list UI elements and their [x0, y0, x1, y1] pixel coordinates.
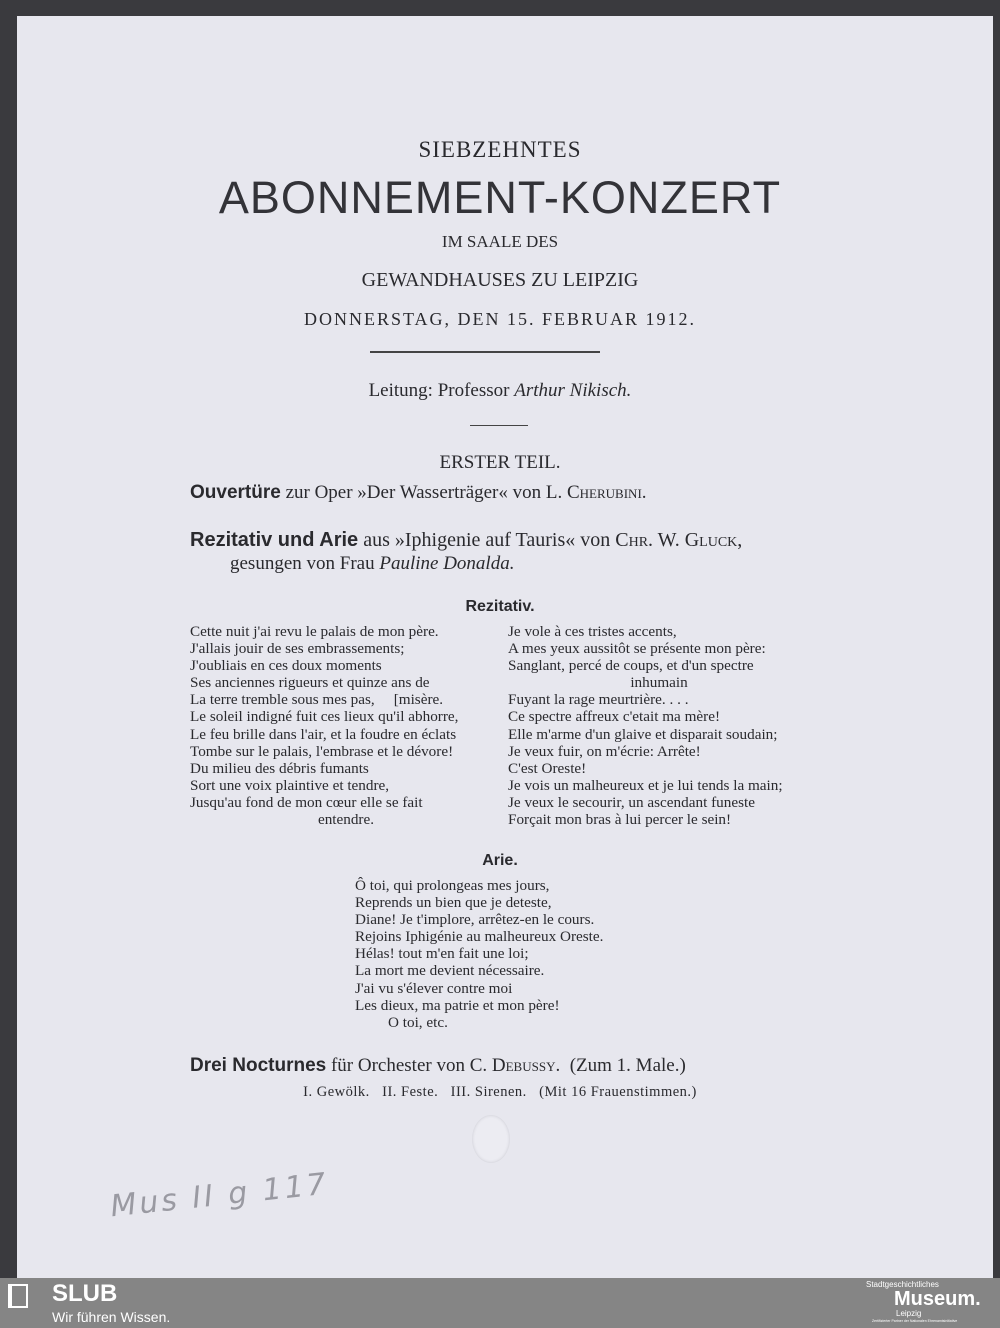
singer-line: [230, 553, 514, 575]
slub-tagline: Wir führen Wissen.: [52, 1309, 171, 1325]
composer: Debussy.: [491, 1055, 561, 1076]
verse-line: Jusqu'au fond de mon cœur elle se fait: [190, 793, 423, 811]
concert-title: ABONNEMENT-KONZERT: [218, 172, 782, 223]
part-heading: ERSTER TEIL.: [439, 452, 561, 473]
verse-line: Le soleil indigné fuit ces lieux qu'il abhorre,: [190, 708, 459, 726]
verse-line: Je vole à ces tristes accents,: [508, 623, 677, 640]
verse-line: C'est Oreste!: [508, 759, 587, 777]
program-item-aria: [190, 529, 742, 552]
short-divider: [470, 425, 528, 426]
program-item-nocturnes: [190, 1055, 686, 1077]
arie-heading: Arie.: [482, 852, 518, 869]
divider: [370, 351, 600, 353]
museum-city: Leipzig: [896, 1309, 922, 1318]
venue-line-2: GEWANDHAUSES ZU LEIPZIG: [361, 269, 639, 291]
verse-line: A mes yeux aussitôt se présente mon père:: [508, 640, 766, 658]
concert-date: DONNERSTAG, DEN 15. FEBRUAR 1912.: [303, 309, 697, 329]
slub-book-icon: [8, 1284, 28, 1308]
verse-line: La terre tremble sous mes pas, [misère.: [190, 691, 444, 709]
verse-line: Rejoins Iphigénie au malheureux Oreste.: [355, 928, 604, 946]
verse-line: Ô toi, qui prolongeas mes jours,: [355, 877, 550, 894]
museum-note: Zertifizierter Partner der Nationalen Ehrenamtsinitiative: [872, 1319, 958, 1323]
rezitativ-left-column: [190, 623, 502, 828]
composer: Cherubini.: [567, 482, 647, 503]
singer-label: gesungen von Frau: [230, 553, 375, 574]
verse-line: Sanglant, percé de coups, et d'un spectre: [508, 657, 754, 675]
arie-lines: [355, 877, 603, 1031]
concert-ordinal: SIEBZEHNTES: [418, 137, 582, 162]
rezitativ-right-column: [508, 623, 810, 828]
verse-line: Du milieu des débris fumants: [190, 759, 369, 777]
verse-line: Je veux fuir, on m'écrie: Arrête!: [508, 742, 701, 760]
verse-line: Cette nuit j'ai revu le palais de mon père.: [190, 623, 439, 640]
museum-top: Stadtgeschichtliches: [866, 1280, 939, 1289]
item-title: Ouvertüre: [190, 482, 281, 503]
singer-name: Pauline Donalda.: [379, 553, 515, 574]
rezitativ-heading: Rezitativ.: [465, 598, 535, 615]
verse-line: Le feu brille dans l'air, et la foudre en éclats: [190, 725, 457, 743]
verse-line: Je vois un malheureux et je lui tends la main;: [508, 776, 783, 794]
verse-line: Forçait mon bras à lui percer le sein!: [508, 811, 732, 829]
verse-line: J'oubliais en ces doux moments: [190, 657, 382, 675]
verse-line: Je veux le secourir, un ascendant funeste: [508, 793, 755, 811]
conductor-name: Arthur Nikisch.: [514, 380, 632, 401]
verse-line: J'allais jouir de ses embrassements;: [190, 640, 405, 658]
verse-line: Ce spectre affreux c'etait ma mère!: [508, 708, 721, 726]
slub-logo[interactable]: SLUB: [52, 1280, 118, 1307]
handwritten-shelfmark: Mus II g 117: [108, 1166, 331, 1225]
verse-line: O toi, etc.: [388, 1013, 448, 1031]
verse-line: Diane! Je t'implore, arrêtez-en le cours.: [355, 911, 595, 929]
verse-line: Ses anciennes rigueurs et quinze ans de: [190, 674, 430, 692]
verse-line: Les dieux, ma patrie et mon père!: [355, 996, 560, 1014]
program-item-overture: [190, 482, 647, 504]
footer-bar: [0, 1278, 1000, 1328]
verse-line: entendre.: [317, 811, 375, 829]
conductor-label: Leitung: Professor: [368, 380, 510, 401]
verse-line: La mort me devient nécessaire.: [355, 962, 545, 980]
verse-line: Reprends un bien que je deteste,: [355, 894, 552, 912]
nocturnes-movements: I. Gewölk. II. Feste. III. Sirenen. (Mit 16 Frauenstimmen.): [303, 1084, 697, 1100]
item-text: zur Oper »Der Wasserträger« von L.: [280, 482, 567, 503]
embossed-stamp: [472, 1115, 510, 1163]
verse-line: Hélas! tout m'en fait une loi;: [355, 945, 529, 963]
verse-line: Tombe sur le palais, l'embrase et le dévore!: [190, 742, 454, 760]
verse-line: J'ai vu s'élever contre moi: [355, 979, 513, 997]
museum-logo[interactable]: Museum.: [894, 1288, 981, 1310]
verse-line: Sort une voix plaintive et tendre,: [190, 776, 390, 794]
item-text: aus »Iphigenie auf Tauris« von: [358, 529, 616, 551]
verse-line: inhumain: [630, 674, 688, 692]
verse-line: Elle m'arme d'un glaive et disparait soudain;: [508, 725, 778, 743]
venue-line-1: IM SAALE DES: [441, 232, 559, 251]
item-title: Drei Nocturnes: [190, 1055, 327, 1076]
item-text: für Orchester von C.: [326, 1055, 492, 1076]
item-title: Rezitativ und Arie: [190, 529, 359, 551]
composer: Chr. W. Gluck,: [615, 529, 743, 551]
conductor-line: [0, 380, 1000, 402]
item-note: (Zum 1. Male.): [560, 1055, 686, 1076]
verse-line: Fuyant la rage meurtrière. . . .: [508, 691, 689, 709]
